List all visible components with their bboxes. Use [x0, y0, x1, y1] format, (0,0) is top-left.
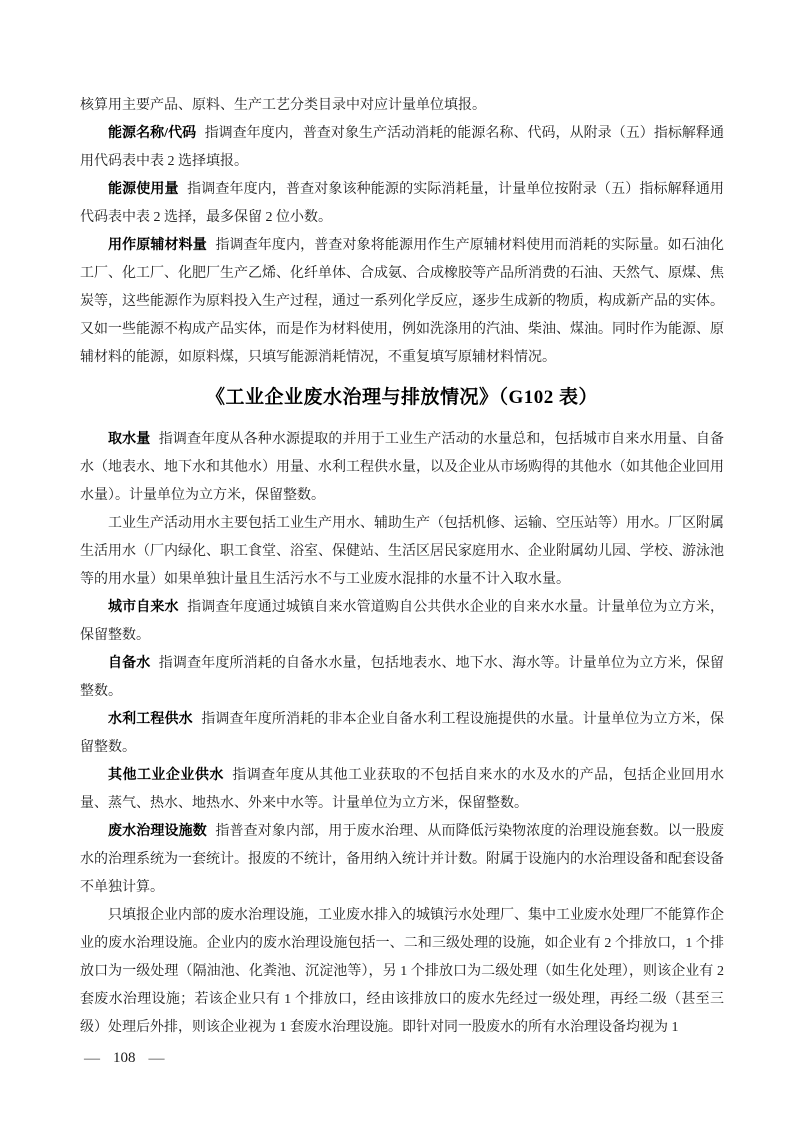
footer-dash-left: — — [84, 1049, 100, 1067]
paragraph — [80, 818, 724, 902]
page-footer — [0, 1050, 800, 1067]
paragraph — [80, 510, 724, 594]
paragraph — [80, 650, 724, 706]
paragraph-text: 指调查年度内，普查对象该种能源的实际消耗量，计量单位按附录（五）指标解释通用代码表中表 2 选择，最多保留 2 位小数。 — [80, 182, 725, 225]
paragraph — [80, 92, 724, 120]
paragraph-text: 指调查年度内，普查对象生产活动消耗的能源名称、代码，从附录（五）指标解释通用代码表中表 2 选择填报。 — [80, 126, 724, 169]
section-heading: 《工业企业废水治理与排放情况》（G102 表） — [205, 387, 599, 408]
term-label: 其他工业企业供水 — [108, 768, 224, 783]
paragraph-text: 指调查年度从其他工业获取的不包括自来水的水及水的产品，包括企业回用水量、蒸气、热水、地热水、外来中水等。计量单位为立方米，保留整数。 — [80, 768, 724, 811]
paragraph — [80, 706, 724, 762]
paragraph — [80, 426, 724, 510]
term-label: 城市自来水 — [108, 600, 179, 615]
paragraph-text: 指调查年度所消耗的非本企业自备水利工程设施提供的水量。计量单位为立方米，保留整数。 — [80, 712, 725, 755]
paragraph-text: 工业生产活动用水主要包括工业生产用水、辅助生产（包括机修、运输、空压站等）用水。厂区附属生活用水（厂内绿化、职工食堂、浴室、保健站、生活区居民家庭用水、企业附属幼儿园、学校、游泳池等的用水量）如果单独计量且生活污水不与工业废水混排的水量不计入取水量。 — [80, 516, 724, 587]
paragraph-text: 指普查对象内部，用于废水治理、从而降低污染物浓度的治理设施套数。以一股废水的治理系统为一套统计。报废的不统计，备用纳入统计并计数。附属于设施内的水治理设备和配套设备不单独计算。 — [80, 824, 725, 895]
term-label: 自备水 — [108, 656, 151, 671]
paragraph-text: 指调查年度通过城镇自来水管道购自公共供水企业的自来水水量。计量单位为立方米，保留整数。 — [80, 600, 725, 643]
term-label: 用作原辅材料量 — [108, 238, 207, 253]
paragraph — [80, 762, 724, 818]
paragraph-text: 指调查年度所消耗的自备水水量，包括地表水、地下水、海水等。计量单位为立方米，保留整数。 — [80, 656, 725, 699]
paragraph — [80, 594, 724, 650]
paragraph-text: 只填报企业内部的废水治理设施，工业废水排入的城镇污水处理厂、集中工业废水处理厂不能算作企业的废水治理设施。企业内的废水治理设施包括一、二和三级处理的设施，如企业有 2 个排放口，1 个排放口为一级处理（隔油池、化粪池、沉淀池等），另 1 个排放口为二级处理（如生化处理），则该企业有 2 套废水治理设施；若该企业只有 1 个排放口，经由该排放口的废水先经过一级处理，再经二级（甚至三级）处理后外排，则该企业视为 1 套废水治理设施。即针对同一股废水的所有水治理设备均视为 1 — [80, 908, 724, 1035]
paragraph — [80, 120, 724, 176]
paragraph-text: 指调查年度从各种水源提取的并用于工业生产活动的水量总和，包括城市自来水用量、自备水（地表水、地下水和其他水）用量、水利工程供水量，以及企业从市场购得的其他水（如其他企业回用水量）。计量单位为立方米，保留整数。 — [80, 432, 725, 503]
term-label: 能源使用量 — [108, 182, 179, 197]
paragraph-text: 指调查年度内，普查对象将能源用作生产原辅材料使用而消耗的实际量。如石油化工厂、化工厂、化肥厂生产乙烯、化纤单体、合成氨、合成橡胶等产品所消费的石油、天然气、原煤、焦炭等，这些能源作为原料投入生产过程，通过一系列化学反应，逐步生成新的物质，构成新产品的实体。又如一些能源不构成产品实体，而是作为材料使用，例如洗涤用的汽油、柴油、煤油。同时作为能源、原辅材料的能源，如原料煤，只填写能源消耗情况，不重复填写原辅材料情况。 — [80, 238, 725, 365]
paragraph-text: 核算用主要产品、原料、生产工艺分类目录中对应计量单位填报。 — [80, 98, 486, 113]
term-label: 取水量 — [108, 432, 151, 447]
footer-dash-right: — — [148, 1049, 165, 1067]
paragraph — [80, 902, 724, 1042]
term-label: 水利工程供水 — [108, 712, 193, 727]
paragraph — [80, 176, 724, 232]
page-number: 108 — [113, 1050, 136, 1066]
paragraph — [80, 232, 724, 372]
term-label: 废水治理设施数 — [108, 824, 207, 839]
term-label: 能源名称/代码 — [108, 126, 197, 141]
